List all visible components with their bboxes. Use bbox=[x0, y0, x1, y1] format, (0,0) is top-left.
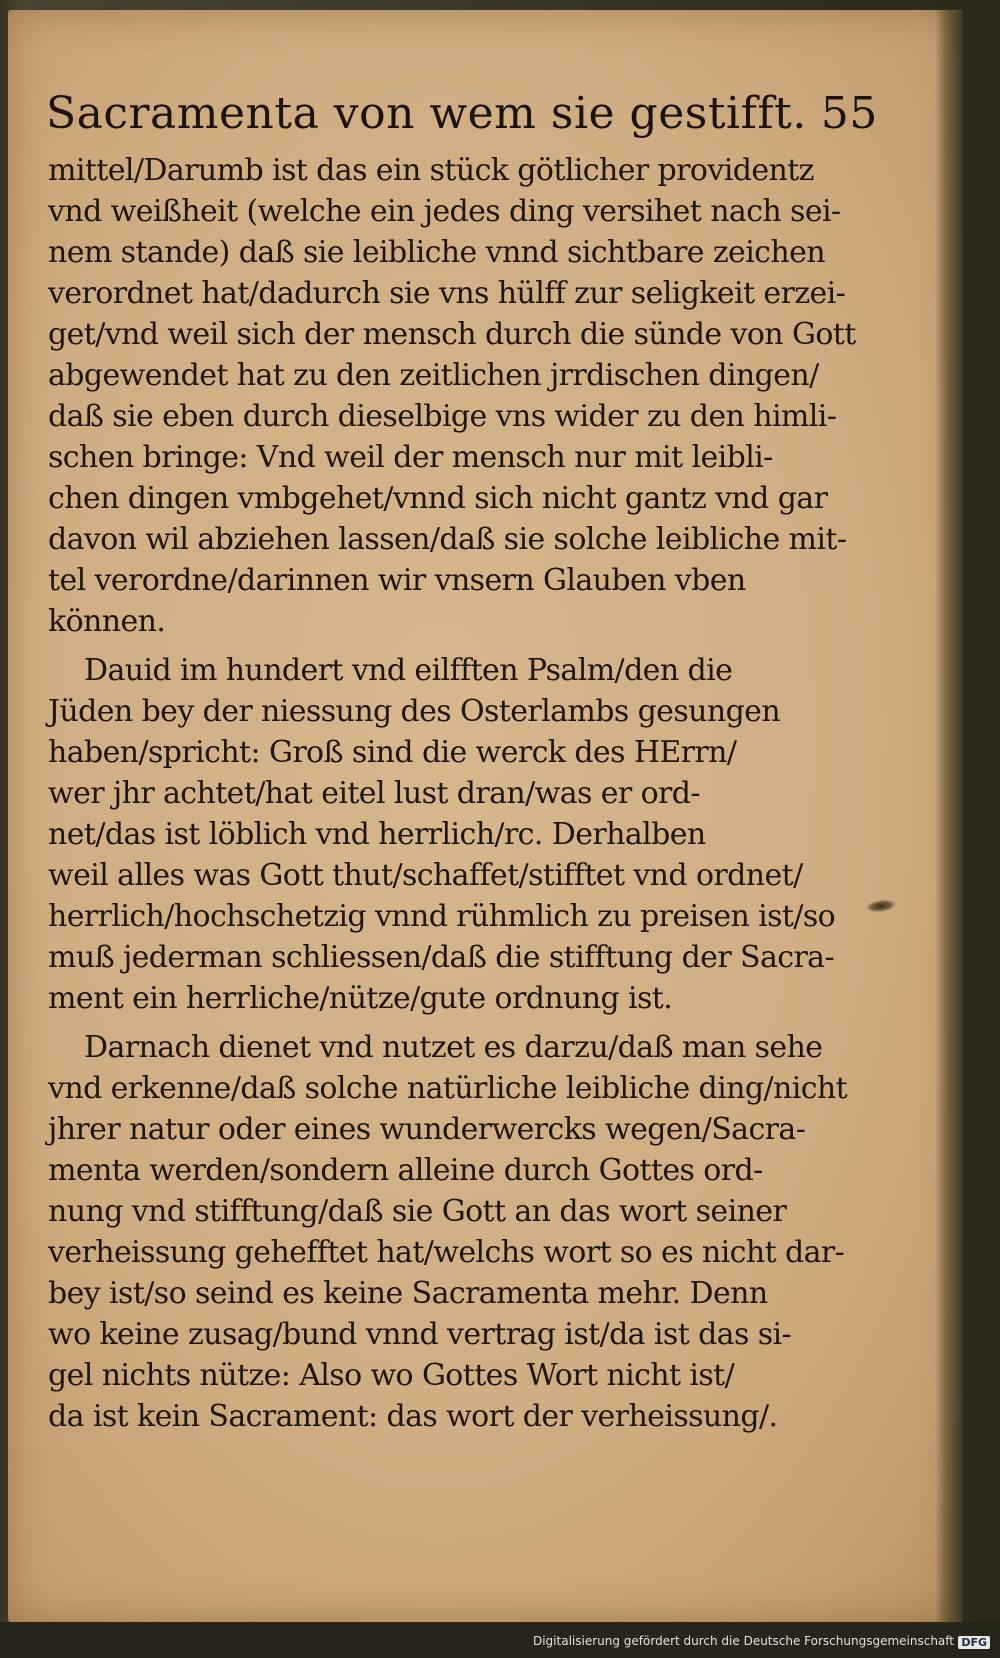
text-line: get/vnd weil sich der mensch durch die sünde von Gott bbox=[48, 317, 856, 352]
footer-credit: Digitalisierung gefördert durch die Deutsche Forschungsgemeinschaft bbox=[532, 1634, 954, 1648]
footer-bar bbox=[0, 1622, 1000, 1658]
text-line: muß jederman schliessen/daß die stifftung der Sacra- bbox=[48, 940, 835, 975]
text-line: können. bbox=[48, 604, 166, 639]
text-line: menta werden/sondern alleine durch Gottes ord- bbox=[48, 1153, 763, 1188]
text-line: haben/spricht: Groß sind die werck des HErrn/ bbox=[48, 735, 737, 770]
paragraph bbox=[48, 1027, 848, 1437]
text-line: Jüden bey der niessung des Osterlambs gesungen bbox=[48, 694, 781, 729]
paragraph-gap bbox=[48, 642, 748, 650]
page-number: 55 bbox=[820, 88, 878, 139]
paragraph-gap bbox=[48, 1019, 748, 1027]
paragraph bbox=[48, 650, 836, 1019]
text-line: nem stande) daß sie leibliche vnnd sichtbare zeichen bbox=[48, 235, 825, 270]
text-line: herrlich/hochschetzig vnnd rühmlich zu preisen ist/so bbox=[48, 899, 836, 934]
text-line: tel verordne/darinnen wir vnsern Glauben vben bbox=[48, 563, 746, 598]
text-line: gel nichts nütze: Also wo Gottes Wort nicht ist/ bbox=[48, 1358, 735, 1393]
text-line: bey ist/so seind es keine Sacramenta mehr. Denn bbox=[48, 1276, 768, 1311]
text-line: verheissung gehefftet hat/welchs wort so es nicht dar- bbox=[48, 1235, 845, 1270]
text-line: davon wil abziehen lassen/daß sie solche leibliche mit- bbox=[48, 522, 847, 557]
text-line: net/das ist löblich vnd herrlich/rc. Derhalben bbox=[48, 817, 706, 852]
text-line: vnd weißheit (welche ein jedes ding versihet nach sei- bbox=[48, 194, 841, 229]
paragraph bbox=[48, 150, 856, 642]
text-line: wer jhr achtet/hat eitel lust dran/was er ord- bbox=[48, 776, 700, 811]
text-line: weil alles was Gott thut/schaffet/stifftet vnd ordnet/ bbox=[48, 858, 803, 893]
text-line: Darnach dienet vnd nutzet es darzu/daß man sehe bbox=[84, 1030, 823, 1065]
book-page bbox=[8, 10, 963, 1622]
text-line: jhrer natur oder eines wunderwercks wegen/Sacra- bbox=[48, 1112, 806, 1147]
text-line: schen bringe: Vnd weil der mensch nur mit leibli- bbox=[48, 440, 773, 475]
body-text bbox=[48, 150, 856, 1437]
text-line: chen dingen vmbgehet/vnnd sich nicht gantz vnd gar bbox=[48, 481, 828, 516]
dfg-logo: DFG bbox=[958, 1636, 990, 1649]
text-line: ment ein herrliche/nütze/gute ordnung ist. bbox=[48, 981, 673, 1016]
text-line: wo keine zusag/bund vnnd vertrag ist/da ist das si- bbox=[48, 1317, 792, 1352]
ink-spot bbox=[865, 898, 896, 914]
text-line: Dauid im hundert vnd eilfften Psalm/den die bbox=[84, 653, 733, 688]
text-line: verordnet hat/dadurch sie vns hülff zur seligkeit erzei- bbox=[48, 276, 846, 311]
text-line: abgewendet hat zu den zeitlichen jrrdischen dingen/ bbox=[48, 358, 819, 393]
text-line: nung vnd stifftung/daß sie Gott an das wort seiner bbox=[48, 1194, 787, 1229]
text-line: mittel/Darumb ist das ein stück götlicher providentz bbox=[48, 153, 814, 188]
running-header bbox=[46, 88, 878, 148]
text-line: da ist kein Sacrament: das wort der verheissung/. bbox=[48, 1399, 778, 1434]
page-edge bbox=[935, 10, 963, 1622]
header-title: Sacramenta von wem sie gestifft. bbox=[46, 88, 807, 139]
text-line: daß sie eben durch dieselbige vns wider zu den himli- bbox=[48, 399, 837, 434]
text-line: vnd erkenne/daß solche natürliche leibliche ding/nicht bbox=[48, 1071, 848, 1106]
